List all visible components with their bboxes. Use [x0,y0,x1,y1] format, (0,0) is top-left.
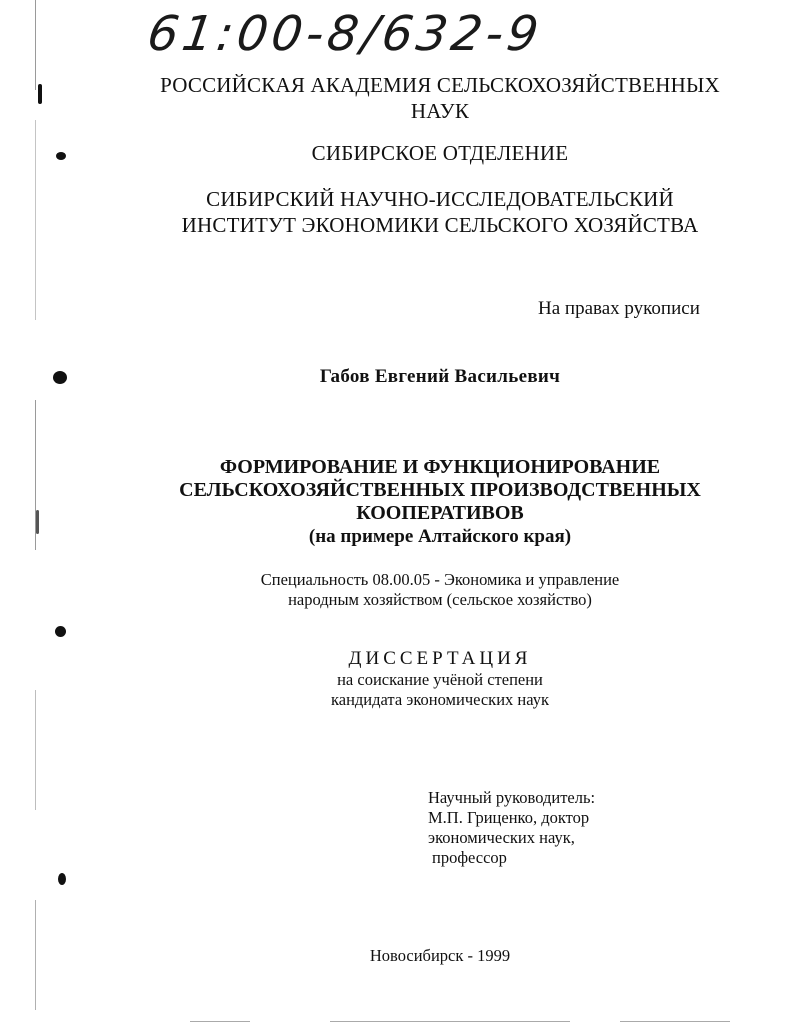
title-line-1: ФОРМИРОВАНИЕ И ФУНКЦИОНИРОВАНИЕ [219,456,661,478]
scan-edge-line [620,1021,730,1022]
dissertation-heading: ДИССЕРТАЦИЯ [348,648,532,669]
scan-edge-line [330,1021,570,1022]
scan-speck [38,84,42,104]
punch-hole-mark [53,371,67,384]
scan-speck [36,510,39,534]
dissertation-subtitle: (на примере Алтайского края) [308,526,572,547]
institute-line-2: ИНСТИТУТ ЭКОНОМИКИ СЕЛЬСКОГО ХОЗЯЙСТВА [181,213,699,237]
advisor-line-3: экономических наук, [428,828,575,847]
dissertation-title [120,456,760,525]
title-line-3: КООПЕРАТИВОВ [356,502,524,524]
scientific-advisor [428,788,595,868]
archive-number-handwritten: 61:00-8/632-9 [144,6,546,62]
specialty-line-2: народным хозяйством (сельское хозяйство) [288,590,592,609]
scan-edge-line [190,1021,250,1022]
advisor-line-2: М.П. Гриценко, доктор [428,808,590,827]
rights-note: На правах рукописи [538,298,700,319]
institute-line-1: СИБИРСКИЙ НАУЧНО-ИССЛЕДОВАТЕЛЬСКИЙ [206,187,674,211]
advisor-line-1: Научный руководитель: [428,788,596,807]
scan-margin-line [35,0,36,90]
branch-name: СИБИРСКОЕ ОТДЕЛЕНИЕ [311,141,569,165]
title-line-2: СЕЛЬСКОХОЗЯЙСТВЕННЫХ ПРОИЗВОДСТВЕННЫХ [179,479,701,501]
academy-line-1: РОССИЙСКАЯ АКАДЕМИЯ СЕЛЬСКОХОЗЯЙСТВЕННЫХ [160,73,720,97]
academy-name [150,72,730,124]
degree-line-1: на соискание учёной степени [337,670,543,689]
scan-margin-line [35,120,36,320]
punch-hole-mark [55,626,66,637]
institute-name [150,186,730,238]
punch-hole-mark [56,152,66,160]
academy-line-2: НАУК [410,99,470,123]
scan-margin-line [35,900,36,1010]
specialty-line-1: Специальность 08.00.05 - Экономика и управление [260,570,620,589]
punch-hole-mark [58,873,66,885]
advisor-line-4: профессор [432,848,507,867]
degree-line-2: кандидата экономических наук [330,690,549,709]
author-name: Габов Евгений Васильевич [319,366,561,387]
specialty [150,570,730,610]
degree-statement [150,670,730,710]
scan-margin-line [35,690,36,810]
place-and-year: Новосибирск - 1999 [369,946,511,965]
